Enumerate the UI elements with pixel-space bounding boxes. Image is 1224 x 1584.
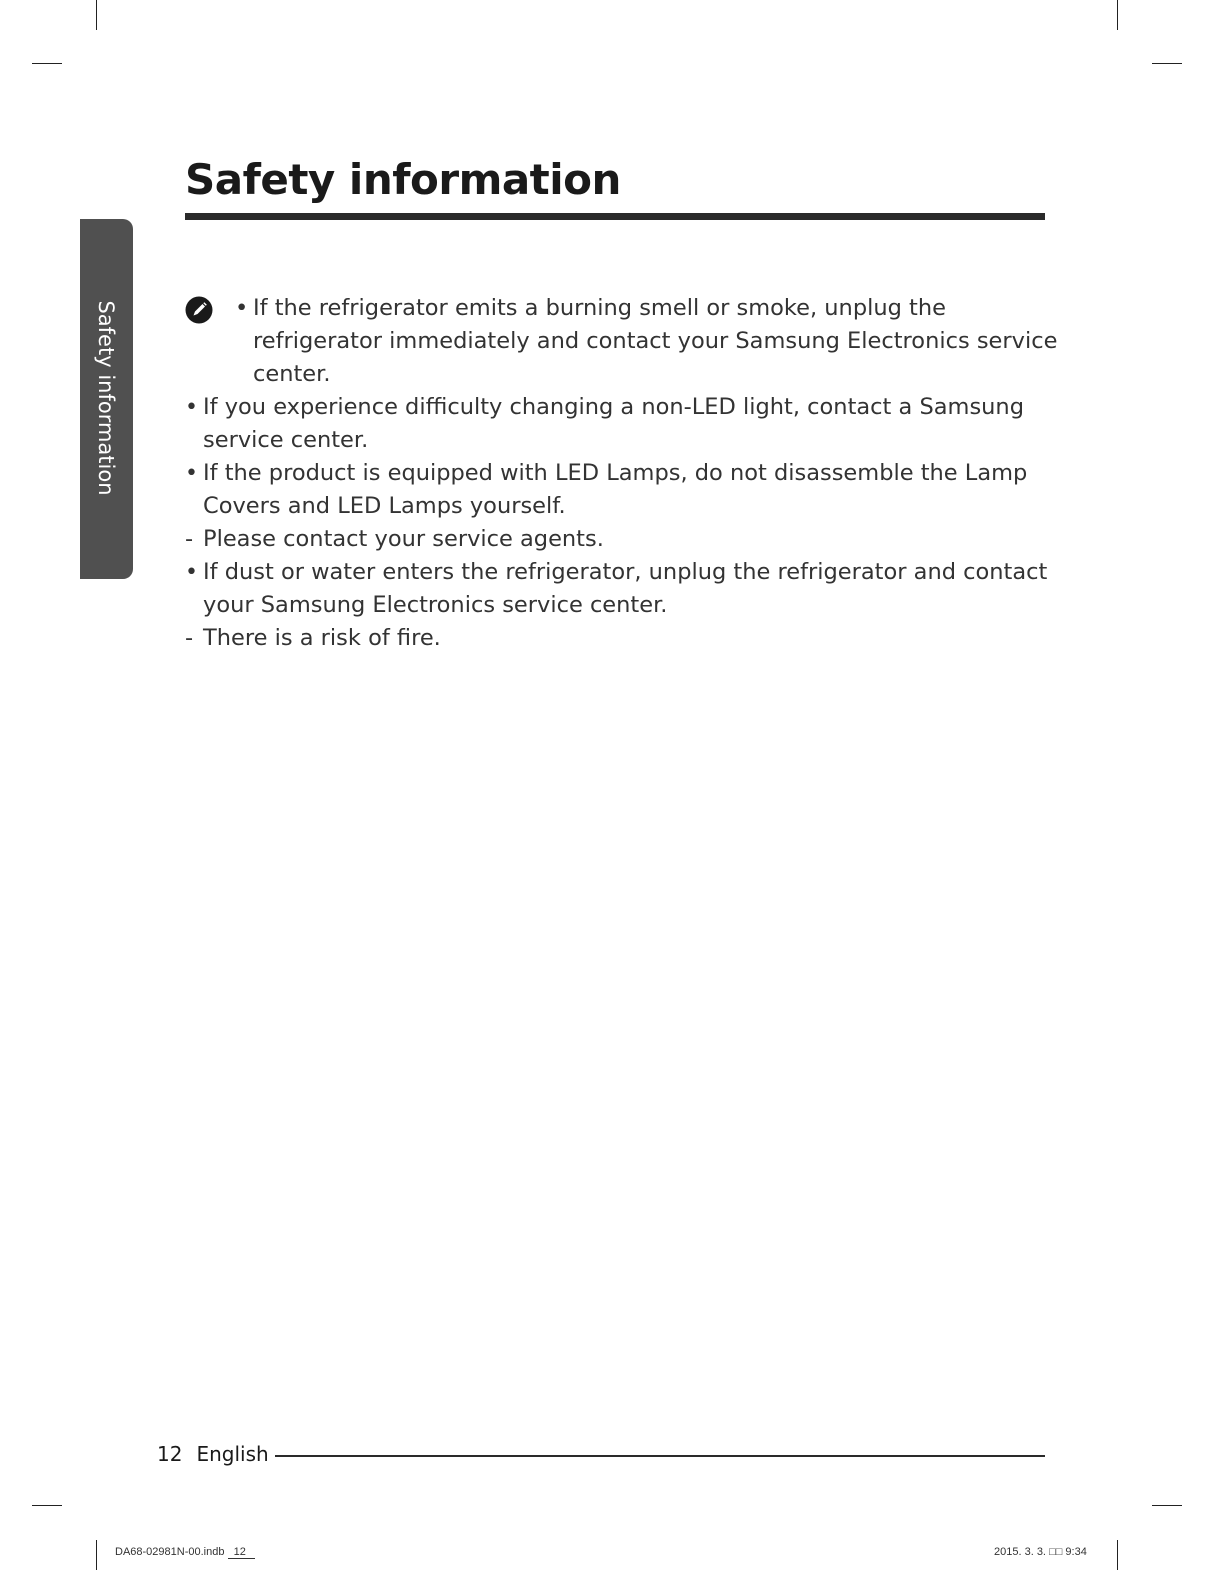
footer-rule bbox=[275, 1455, 1045, 1457]
safety-list bbox=[185, 292, 1065, 655]
note-pencil-icon bbox=[185, 296, 213, 324]
crop-mark bbox=[1117, 1540, 1118, 1570]
print-page-number: 12 bbox=[233, 1546, 246, 1558]
list-item-text: There is a risk of fire. bbox=[203, 625, 441, 651]
crop-mark bbox=[96, 1540, 97, 1570]
list-item bbox=[185, 457, 1065, 523]
dash-marker: - bbox=[185, 625, 194, 651]
bullet-marker: • bbox=[185, 461, 198, 486]
print-file-name: DA68-02981N-00.indb bbox=[115, 1546, 225, 1558]
print-time: 9:34 bbox=[1065, 1546, 1087, 1558]
crop-mark bbox=[32, 63, 62, 64]
crop-mark bbox=[1152, 63, 1182, 64]
list-item-text: If you experience difficulty changing a non-LED light, contact a Samsung service center. bbox=[203, 394, 1024, 453]
list-item bbox=[185, 391, 1065, 457]
bullet-marker: • bbox=[185, 560, 198, 585]
bullet-marker: • bbox=[235, 295, 249, 321]
side-tab-label: Safety information bbox=[94, 300, 118, 496]
list-item-text: If dust or water enters the refrigerator, unplug the refrigerator and contact your Samsung Electronics service center. bbox=[203, 559, 1048, 618]
list-item-text: If the refrigerator emits a burning smell or smoke, unplug the refrigerator immediately and contact your Samsung Electronics service center. bbox=[253, 295, 1058, 387]
list-item bbox=[185, 292, 1065, 391]
bullet-marker: • bbox=[185, 395, 198, 420]
page-title: Safety information bbox=[185, 155, 621, 204]
crop-mark bbox=[1117, 0, 1118, 30]
list-item bbox=[185, 556, 1065, 622]
dash-marker: - bbox=[185, 526, 194, 552]
print-file-info bbox=[115, 1546, 255, 1559]
crop-mark bbox=[96, 0, 97, 30]
crop-mark bbox=[32, 1505, 62, 1506]
crop-mark bbox=[1152, 1505, 1182, 1506]
title-rule bbox=[185, 213, 1045, 220]
footer-language: English bbox=[196, 1442, 269, 1466]
page-number: 12 bbox=[157, 1442, 183, 1466]
print-date-info bbox=[994, 1546, 1087, 1558]
list-item-text: If the product is equipped with LED Lamps, do not disassemble the Lamp Covers and LED Lamps yourself. bbox=[203, 460, 1028, 519]
print-date: 2015. 3. 3. bbox=[994, 1546, 1046, 1558]
list-item bbox=[185, 523, 1065, 556]
page-footer bbox=[157, 1442, 269, 1466]
print-time-marker: □□ bbox=[1049, 1546, 1063, 1558]
list-item-text: Please contact your service agents. bbox=[203, 526, 604, 552]
list-item bbox=[185, 622, 1065, 655]
